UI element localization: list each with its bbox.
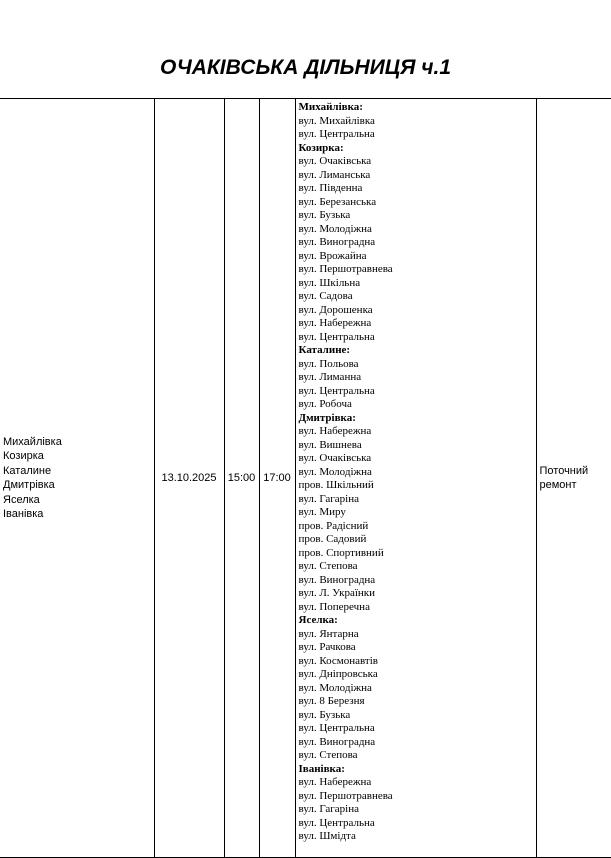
village-group-heading: Каталине: <box>299 344 536 358</box>
work-type-cell <box>536 99 611 858</box>
street-item: вул. Дорошенка <box>299 304 536 318</box>
street-item: вул. Поперечна <box>299 601 536 615</box>
street-item: вул. Очаківська <box>299 452 536 466</box>
village-group-heading: Козирка: <box>299 142 536 156</box>
village-name: Іванівка <box>3 507 154 522</box>
streets-cell <box>295 99 536 858</box>
street-item: вул. Центральна <box>299 331 536 345</box>
street-item: вул. Центральна <box>299 128 536 142</box>
street-item: вул. Рачкова <box>299 641 536 655</box>
street-item: вул. Південна <box>299 182 536 196</box>
street-item: вул. Виноградна <box>299 736 536 750</box>
street-item: вул. Гагаріна <box>299 493 536 507</box>
street-item: вул. Очаківська <box>299 155 536 169</box>
street-item: пров. Спортивний <box>299 547 536 561</box>
start-time-cell: 15:00 <box>224 99 259 858</box>
street-item: вул. Лиманна <box>299 371 536 385</box>
street-item: вул. Березанська <box>299 196 536 210</box>
street-item: вул. Першотравнева <box>299 790 536 804</box>
street-item: пров. Шкільний <box>299 479 536 493</box>
street-item: вул. Набережна <box>299 776 536 790</box>
village-name: Дмитрівка <box>3 478 154 493</box>
street-item: вул. Виноградна <box>299 236 536 250</box>
page-title: ОЧАКІВСЬКА ДІЛЬНИЦЯ ч.1 <box>0 56 611 80</box>
street-item: вул. Врожайна <box>299 250 536 264</box>
street-item: вул. Дніпровська <box>299 668 536 682</box>
street-item: вул. Лиманська <box>299 169 536 183</box>
street-item: вул. Молодіжна <box>299 223 536 237</box>
street-item: вул. Шмідта <box>299 830 536 844</box>
street-item: пров. Радісний <box>299 520 536 534</box>
street-item: вул. 8 Березня <box>299 695 536 709</box>
date-cell: 13.10.2025 <box>154 99 224 858</box>
villages-cell <box>0 99 154 858</box>
outage-schedule-table <box>0 98 611 858</box>
street-item: вул. Робоча <box>299 398 536 412</box>
village-name: Козирка <box>3 449 154 464</box>
street-item: вул. Набережна <box>299 317 536 331</box>
village-name: Яселка <box>3 493 154 508</box>
street-item: вул. Молодіжна <box>299 466 536 480</box>
village-name: Михайлівка <box>3 435 154 450</box>
street-item: вул. Молодіжна <box>299 682 536 696</box>
work-type-label: Поточний <box>540 464 611 479</box>
street-item: вул. Центральна <box>299 722 536 736</box>
street-item: вул. Л. Українки <box>299 587 536 601</box>
street-item: вул. Польова <box>299 358 536 372</box>
end-time-cell: 17:00 <box>259 99 295 858</box>
street-item: вул. Бузька <box>299 209 536 223</box>
village-group-heading: Іванівка: <box>299 763 536 777</box>
table-row <box>0 99 611 858</box>
street-item: вул. Вишнева <box>299 439 536 453</box>
street-item: вул. Набережна <box>299 425 536 439</box>
village-group-heading: Яселка: <box>299 614 536 628</box>
street-item: пров. Садовий <box>299 533 536 547</box>
street-item: вул. Янтарна <box>299 628 536 642</box>
street-item: вул. Виноградна <box>299 574 536 588</box>
street-item: вул. Степова <box>299 560 536 574</box>
street-item: вул. Гагаріна <box>299 803 536 817</box>
street-item: вул. Центральна <box>299 385 536 399</box>
street-item: вул. Центральна <box>299 817 536 831</box>
street-item: вул. Космонавтів <box>299 655 536 669</box>
village-name: Каталине <box>3 464 154 479</box>
street-item: вул. Першотравнева <box>299 263 536 277</box>
street-item: вул. Михайлівка <box>299 115 536 129</box>
street-item: вул. Шкільна <box>299 277 536 291</box>
street-item: вул. Степова <box>299 749 536 763</box>
street-item: вул. Бузька <box>299 709 536 723</box>
street-item: вул. Миру <box>299 506 536 520</box>
work-type-label: ремонт <box>540 478 611 493</box>
village-group-heading: Дмитрівка: <box>299 412 536 426</box>
street-item: вул. Садова <box>299 290 536 304</box>
village-group-heading: Михайлівка: <box>299 101 536 115</box>
